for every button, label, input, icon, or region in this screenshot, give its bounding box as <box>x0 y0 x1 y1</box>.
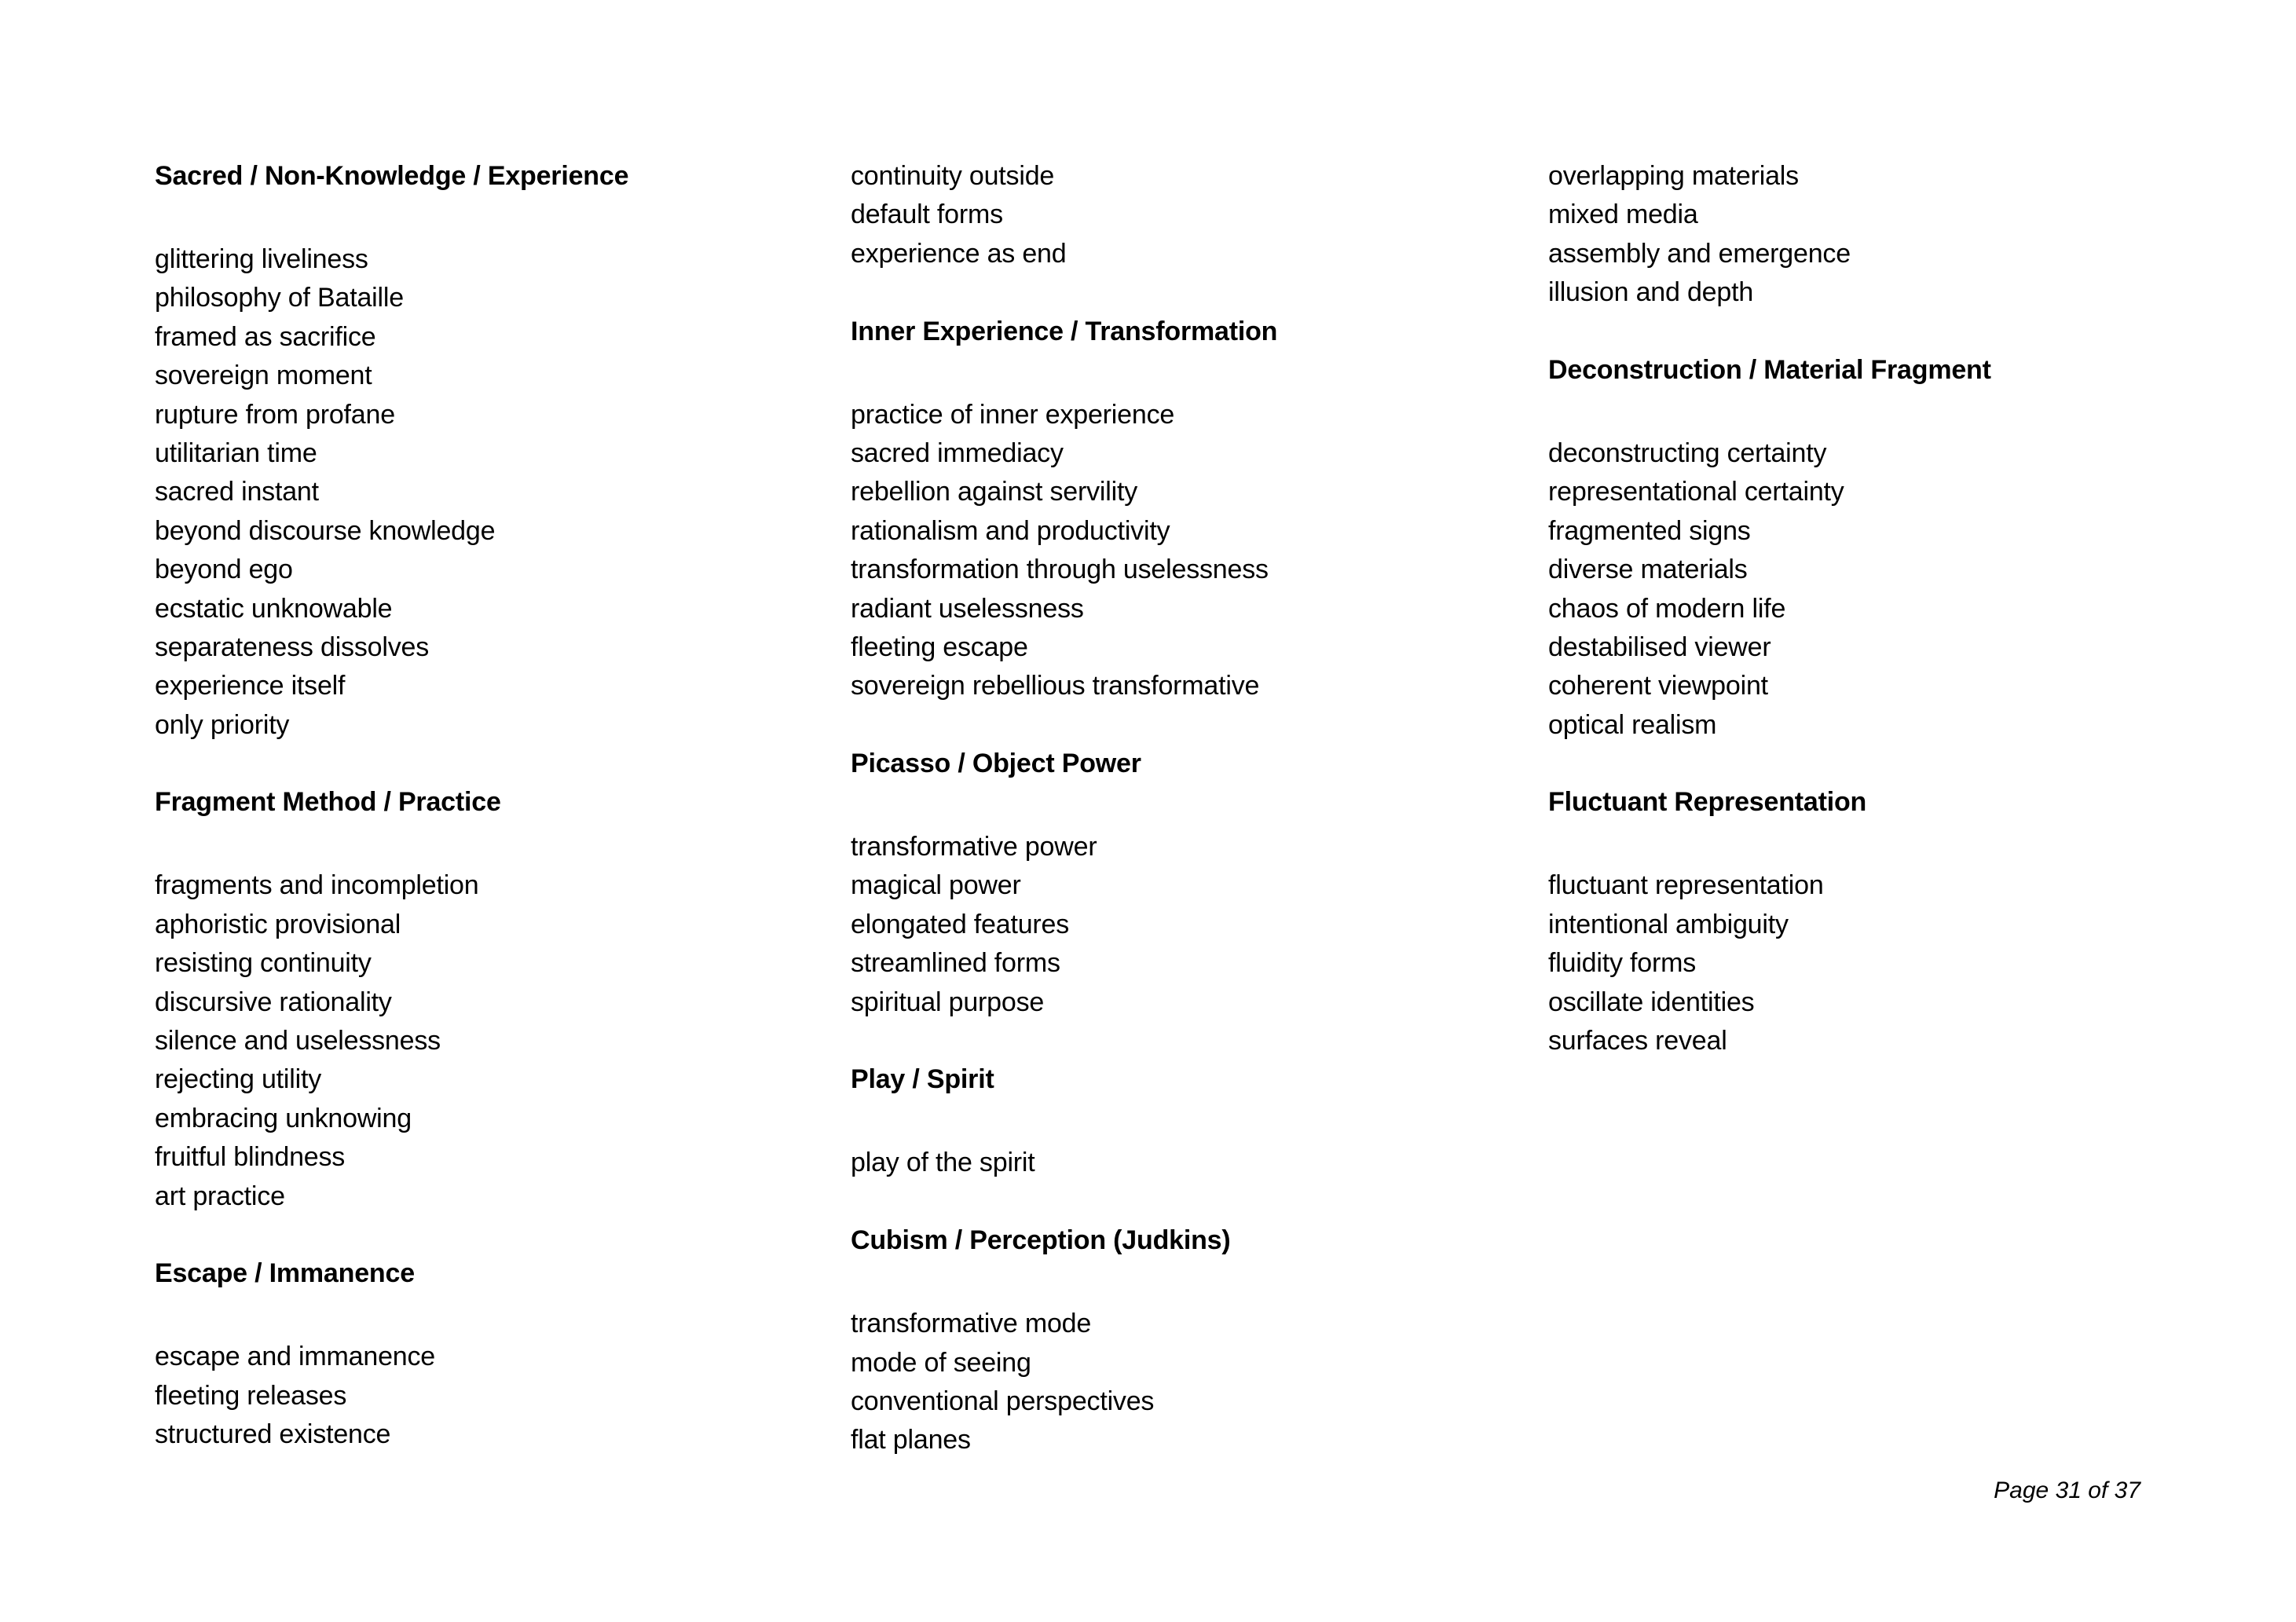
keyword-item: framed as sacrifice <box>155 321 376 352</box>
keyword-item: flat planes <box>851 1425 971 1455</box>
keyword-item: representational certainty <box>1548 477 1844 507</box>
section-heading: Sacred / Non-Knowledge / Experience <box>155 161 629 191</box>
section <box>155 1254 628 1454</box>
keyword-item: fluidity forms <box>1548 948 1697 979</box>
column-1 <box>155 157 628 1493</box>
keyword-item: play of the spirit <box>851 1148 1035 1178</box>
keyword-list <box>1548 434 1991 745</box>
keyword-item: magical power <box>851 870 1021 901</box>
keyword-item: fluctuant representation <box>1548 870 1824 901</box>
section <box>851 157 1277 273</box>
section-heading: Fluctuant Representation <box>1548 787 1867 818</box>
keyword-item: glittering liveliness <box>155 243 368 274</box>
keyword-item: ecstatic unknowable <box>155 593 393 624</box>
keyword-item: continuity outside <box>851 161 1055 191</box>
section <box>1548 783 1991 1060</box>
section <box>851 1221 1277 1460</box>
keyword-item: rationalism and productivity <box>851 515 1170 546</box>
keyword-list <box>155 240 628 745</box>
keyword-item: discursive rationality <box>155 987 392 1017</box>
keyword-item: resisting continuity <box>155 948 372 979</box>
keyword-item: philosophy of Bataille <box>155 283 404 313</box>
keyword-list <box>155 866 628 1216</box>
keyword-item: fleeting releases <box>155 1380 347 1411</box>
keyword-item: illusion and depth <box>1548 277 1754 308</box>
keyword-list <box>851 1305 1277 1460</box>
section-heading: Picasso / Object Power <box>851 749 1141 779</box>
keyword-item: rupture from profane <box>155 399 395 430</box>
keyword-item: rejecting utility <box>155 1064 322 1095</box>
keyword-item: default forms <box>851 200 1003 230</box>
keyword-item: elongated features <box>851 909 1070 939</box>
keyword-item: coherent viewpoint <box>1548 671 1768 701</box>
keyword-item: deconstructing certainty <box>1548 438 1827 468</box>
keyword-item: destabilised viewer <box>1548 632 1771 662</box>
keyword-list <box>851 828 1277 1022</box>
keyword-item: structured existence <box>155 1419 391 1450</box>
section <box>1548 351 1991 745</box>
section <box>851 745 1277 1022</box>
keyword-item: chaos of modern life <box>1548 593 1786 624</box>
keyword-item: transformative power <box>851 832 1097 862</box>
keyword-item: fragmented signs <box>1548 515 1751 546</box>
keyword-list <box>851 157 1277 273</box>
keyword-list <box>155 1338 628 1454</box>
keyword-item: silence and uselessness <box>155 1026 441 1056</box>
keyword-item: rebellion against servility <box>851 477 1137 507</box>
keyword-list <box>851 396 1277 706</box>
keyword-item: sovereign rebellious transformative <box>851 671 1260 701</box>
keyword-item: mode of seeing <box>851 1347 1031 1378</box>
keyword-item: only priority <box>155 709 290 740</box>
keyword-item: practice of inner experience <box>851 399 1175 430</box>
keyword-item: experience itself <box>155 671 346 701</box>
keyword-item: spiritual purpose <box>851 987 1045 1017</box>
keyword-item: optical realism <box>1548 709 1717 740</box>
keyword-item: conventional perspectives <box>851 1386 1155 1416</box>
keyword-item: utilitarian time <box>155 438 317 468</box>
keyword-item: fleeting escape <box>851 632 1028 662</box>
keyword-item: beyond ego <box>155 555 293 585</box>
keyword-item: sacred instant <box>155 477 319 507</box>
keyword-item: fragments and incompletion <box>155 870 479 901</box>
keyword-item: art practice <box>155 1181 285 1211</box>
keyword-item: surfaces reveal <box>1548 1026 1727 1056</box>
section-heading: Fragment Method / Practice <box>155 787 501 818</box>
keyword-item: beyond discourse knowledge <box>155 515 496 546</box>
section <box>851 313 1277 706</box>
keyword-item: transformative mode <box>851 1309 1092 1339</box>
keyword-item: experience as end <box>851 238 1067 269</box>
keyword-item: sovereign moment <box>155 361 372 391</box>
keyword-item: fruitful blindness <box>155 1142 346 1173</box>
keyword-item: diverse materials <box>1548 555 1748 585</box>
section-heading: Deconstruction / Material Fragment <box>1548 354 1991 385</box>
section <box>1548 157 1991 313</box>
keyword-item: intentional ambiguity <box>1548 909 1789 939</box>
keyword-item: embracing unknowing <box>155 1103 412 1133</box>
column-3 <box>1548 157 1991 1100</box>
section <box>155 157 628 745</box>
column-2 <box>851 157 1277 1499</box>
keyword-item: separateness dissolves <box>155 632 430 662</box>
keyword-item: mixed media <box>1548 200 1698 230</box>
keyword-item: assembly and emergence <box>1548 238 1851 269</box>
keyword-item: streamlined forms <box>851 948 1060 979</box>
section <box>155 783 628 1216</box>
section-heading: Cubism / Perception (Judkins) <box>851 1225 1231 1256</box>
keyword-item: overlapping materials <box>1548 161 1799 191</box>
keyword-item: transformation through uselessness <box>851 555 1269 585</box>
page-number: Page 31 of 37 <box>1994 1477 2140 1503</box>
section-heading: Inner Experience / Transformation <box>851 316 1278 346</box>
keyword-item: radiant uselessness <box>851 593 1084 624</box>
keyword-item: sacred immediacy <box>851 438 1064 468</box>
keyword-list <box>1548 157 1991 313</box>
section-heading: Play / Spirit <box>851 1064 994 1095</box>
keyword-item: escape and immanence <box>155 1342 436 1372</box>
keyword-list <box>851 1144 1277 1182</box>
keyword-list <box>1548 866 1991 1060</box>
section-heading: Escape / Immanence <box>155 1258 415 1289</box>
section <box>851 1060 1277 1182</box>
keyword-item: oscillate identities <box>1548 987 1755 1017</box>
keyword-item: aphoristic provisional <box>155 909 401 939</box>
